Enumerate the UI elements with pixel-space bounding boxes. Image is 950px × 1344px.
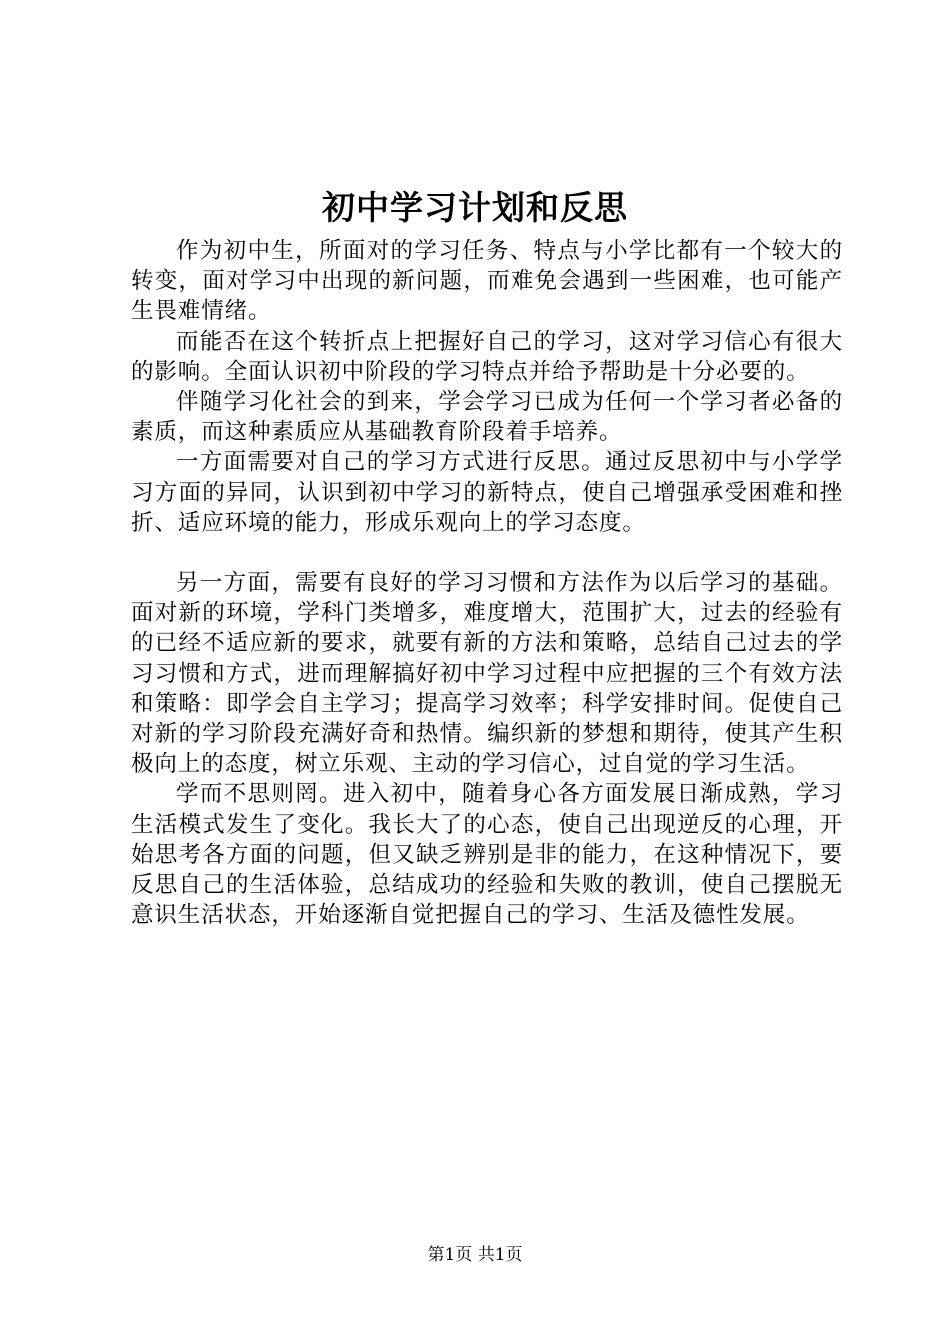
document-body: [131, 236, 843, 930]
page-footer: 第1页 共1页: [427, 1245, 523, 1265]
paragraph-3: 伴随学习化社会的到来，学会学习已成为任何一个学习者必备的素质，而这种素质应从基础教育阶段着手培养。: [131, 389, 843, 446]
paragraph-4: 一方面需要对自己的学习方式进行反思。通过反思初中与小学学习方面的异同，认识到初中学习的新特点，使自己增强承受困难和挫折、适应环境的能力，形成乐观向上的学习态度。: [131, 449, 843, 536]
paragraph-6: 学而不思则罔。进入初中，随着身心各方面发展日渐成熟，学习生活模式发生了变化。我长大了的心态，使自己出现逆反的心理，开始思考各方面的问题，但又缺乏辨别是非的能力，在这种情况下，要反思自己的生活体验，总结成功的经验和失败的教训，使自己摆脱无意识生活状态，开始逐渐自觉把握自己的学习、生活及德性发展。: [131, 781, 843, 929]
paragraph-2: 而能否在这个转折点上把握好自己的学习，这对学习信心有很大的影响。全面认识初中阶段的学习特点并给予帮助是十分必要的。: [131, 328, 843, 385]
document-title: 初中学习计划和反思: [322, 188, 628, 227]
paragraph-spacer: [131, 538, 843, 568]
paragraph-5: 另一方面，需要有良好的学习习惯和方法作为以后学习的基础。面对新的环境，学科门类增多，难度增大，范围扩大，过去的经验有的已经不适应新的要求，就要有新的方法和策略，总结自己过去的学习习惯和方式，进而理解搞好初中学习过程中应把握的三个有效方法和策略：即学会自主学习；提高学习效率；科学安排时间。促使自己对新的学习阶段充满好奇和热情。编织新的梦想和期待，使其产生积极向上的态度，树立乐观、主动的学习信心，过自觉的学习生活。: [131, 570, 843, 778]
paragraph-1: 作为初中生，所面对的学习任务、特点与小学比都有一个较大的转变，面对学习中出现的新问题，而难免会遇到一些困难，也可能产生畏难情绪。: [131, 238, 843, 325]
